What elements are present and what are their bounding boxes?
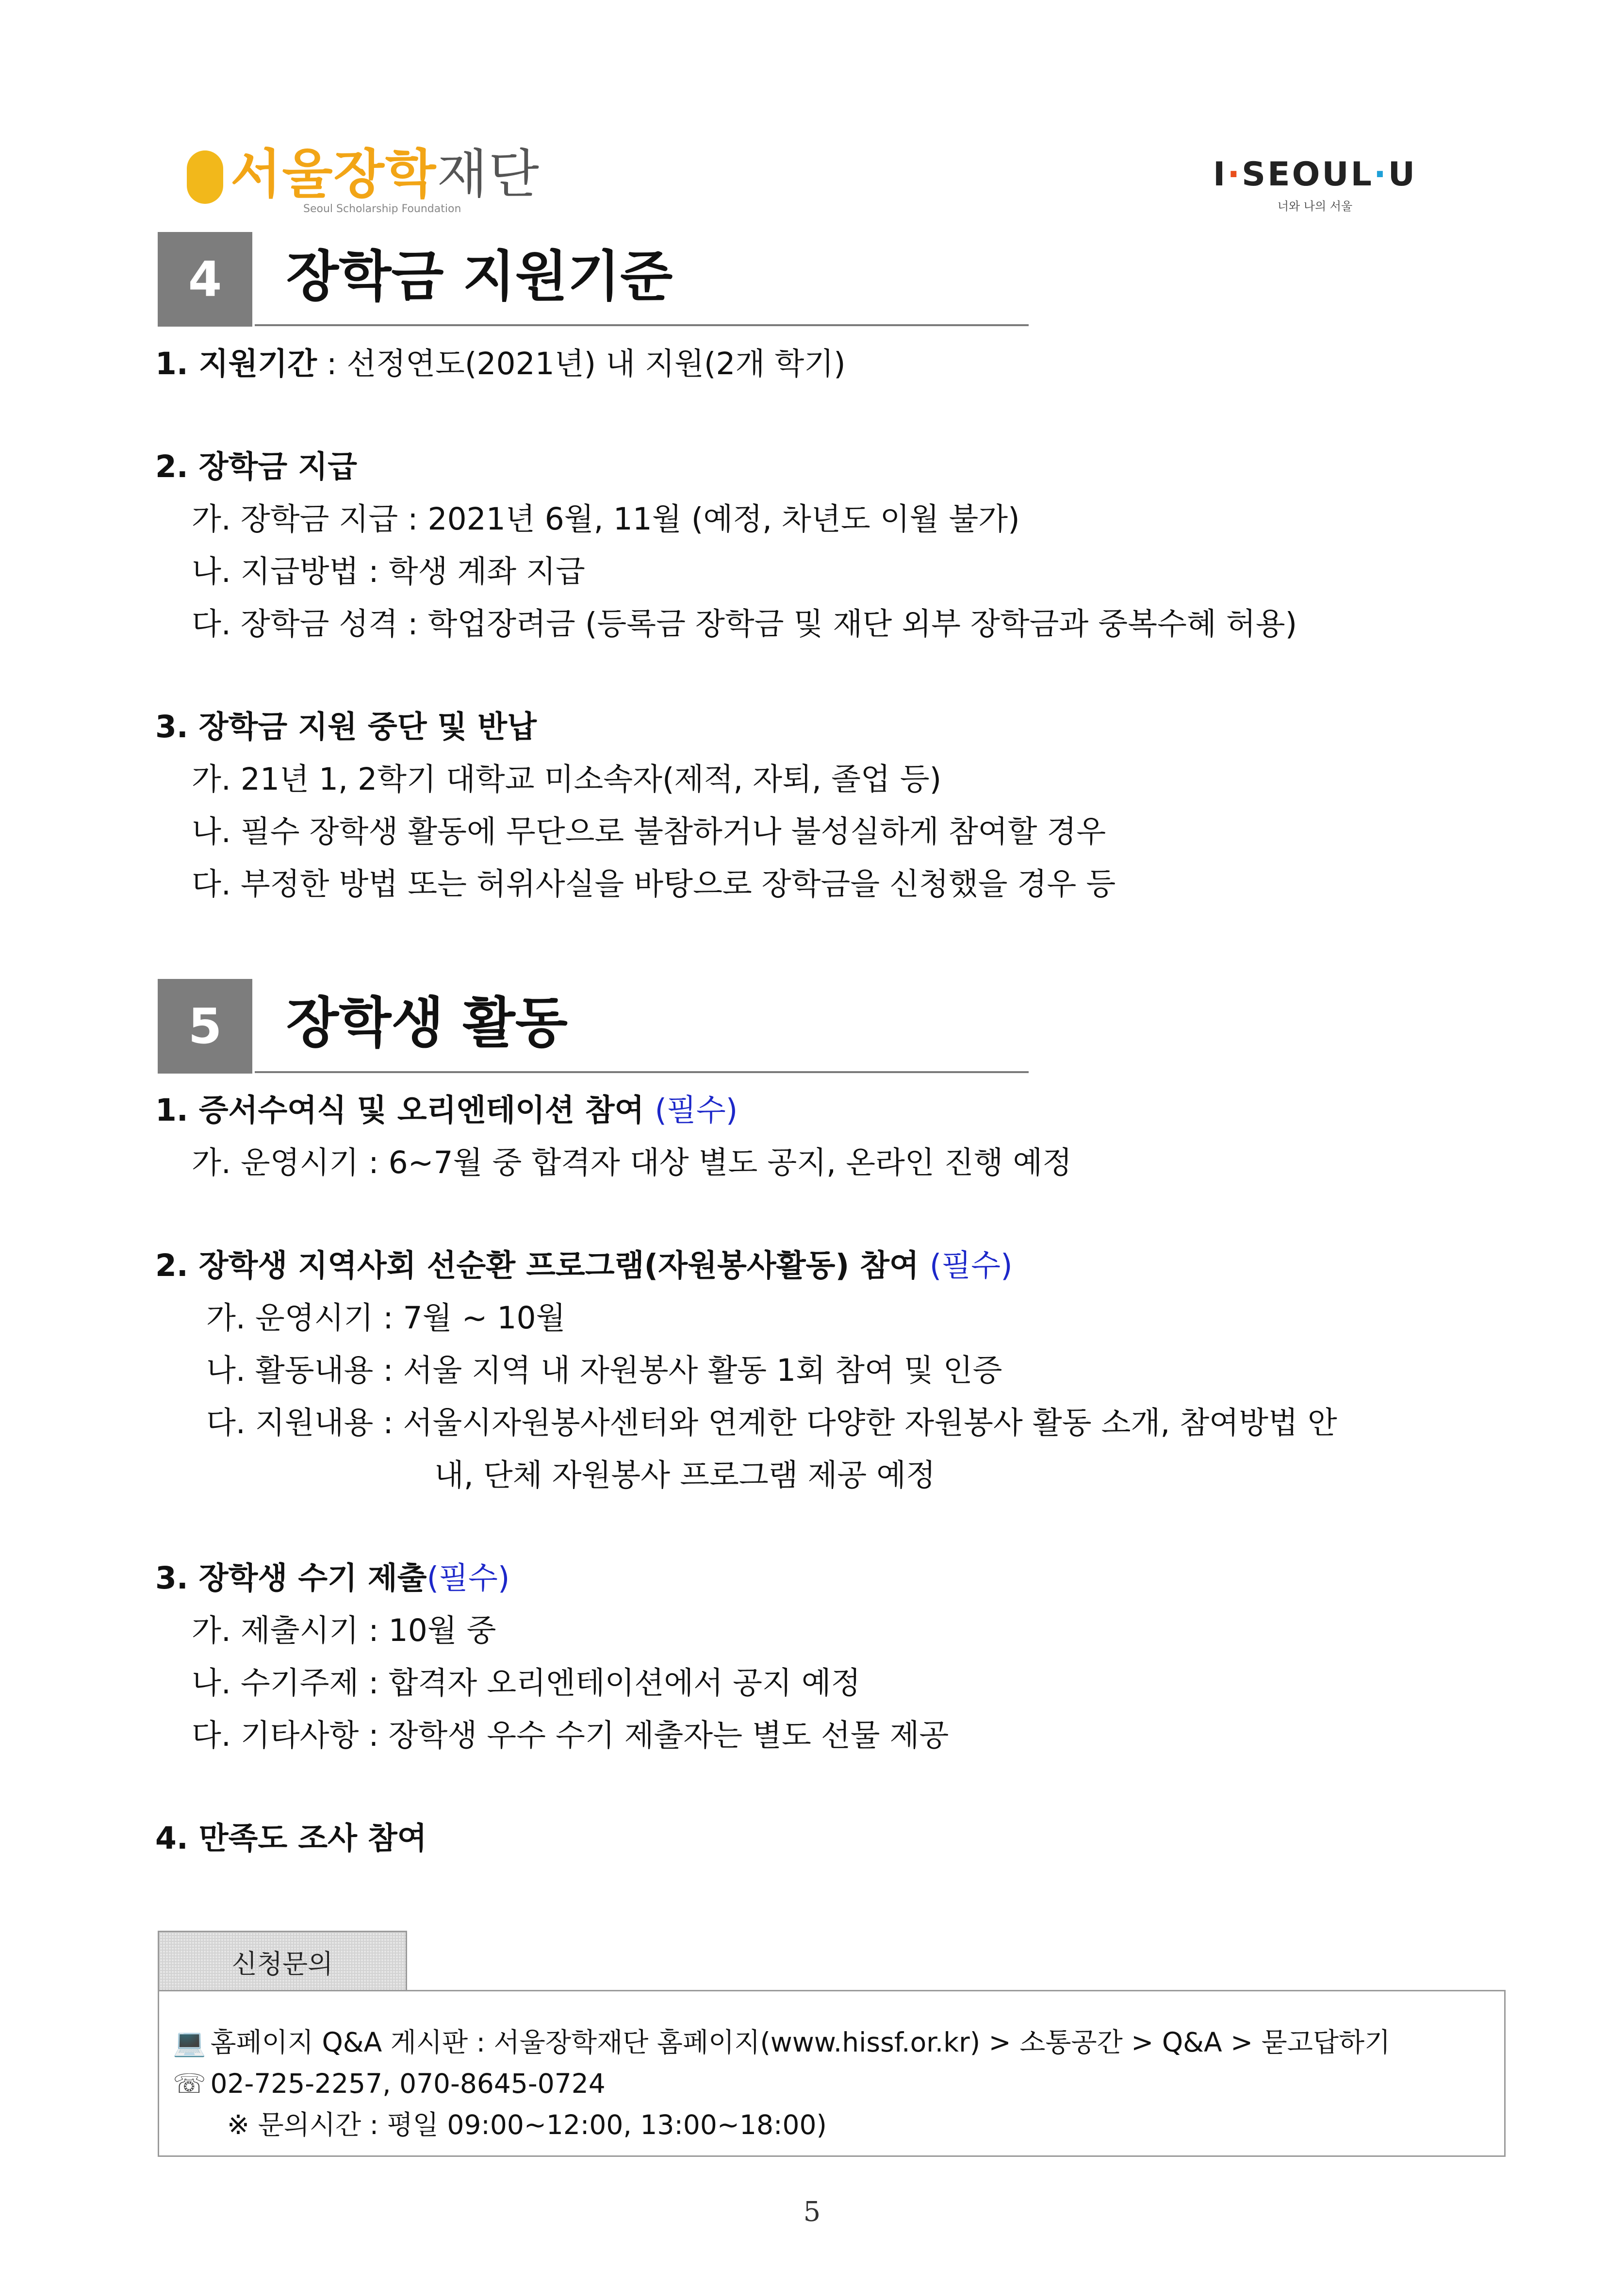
s5-item2-line-continued: 내, 단체 자원봉사 프로그램 제공 예정 xyxy=(434,1457,936,1493)
s5-item4-heading: 4. 만족도 조사 참여 xyxy=(155,1821,427,1856)
phone-icon: ☏ xyxy=(173,2068,206,2099)
section-5-number: 5 xyxy=(158,979,252,1074)
s5-item3-heading: 3. 장학생 수기 제출(필수) xyxy=(155,1560,510,1596)
s5-item2-heading: 2. 장학생 지역사회 선순환 프로그램(자원봉사활동) 참여 (필수) xyxy=(155,1248,1013,1283)
required-tag: (필수) xyxy=(929,1248,1013,1283)
inquiry-tab xyxy=(158,1931,407,1991)
s5-item2-line: 다. 지원내용 : 서울시자원봉사센터와 연계한 다양한 자원봉사 활동 소개, 참여방법 안 xyxy=(206,1405,1337,1441)
section-5-divider xyxy=(255,1071,1029,1073)
required-tag: (필수) xyxy=(427,1560,510,1596)
section-5-title: 장학생 활동 xyxy=(286,992,568,1055)
s4-item2-heading: 2. 장학금 지급 xyxy=(155,449,357,484)
s5-item3-line: 다. 기타사항 : 장학생 우수 수기 제출자는 별도 선물 제공 xyxy=(192,1718,949,1753)
s4-item3-line: 나. 필수 장학생 활동에 무단으로 불참하거나 불성실하게 참여할 경우 xyxy=(192,814,1106,849)
s5-item3-line: 나. 수기주제 : 합격자 오리엔테이션에서 공지 예정 xyxy=(192,1665,861,1701)
logo-subtitle: Seoul Scholarship Foundation xyxy=(303,203,461,215)
s5-item2-line: 나. 활동내용 : 서울 지역 내 자원봉사 활동 1회 참여 및 인증 xyxy=(206,1353,1002,1388)
s4-item2-line: 다. 장학금 성격 : 학업장려금 (등록금 장학금 및 재단 외부 장학금과 중복수혜 허용) xyxy=(192,606,1297,642)
i-seoul-u-slogan: 너와 나의 서울 xyxy=(1277,199,1353,213)
section-4-title: 장학금 지원기준 xyxy=(286,245,673,308)
s4-item3-line: 다. 부정한 방법 또는 허위사실을 바탕으로 장학금을 신청했을 경우 등 xyxy=(192,866,1116,902)
s5-item1-line: 가. 운영시기 : 6~7월 중 합격자 대상 별도 공지, 온라인 진행 예정 xyxy=(192,1145,1072,1180)
inquiry-tab-label: 신청문의 xyxy=(231,1948,333,1979)
s4-item3-line: 가. 21년 1, 2학기 대학교 미소속자(제적, 자퇴, 졸업 등) xyxy=(192,762,942,797)
s4-item2-line: 나. 지급방법 : 학생 계좌 지급 xyxy=(192,554,585,589)
s4-item2-line: 가. 장학금 지급 : 2021년 6월, 11월 (예정, 차년도 이월 불가) xyxy=(192,501,1020,537)
page-number: 5 xyxy=(803,2196,821,2228)
s4-item3-heading: 3. 장학금 지원 중단 및 반납 xyxy=(155,709,537,745)
s5-item1-heading: 1. 증서수여식 및 오리엔테이션 참여 (필수) xyxy=(155,1093,738,1128)
s5-item2-line: 가. 운영시기 : 7월 ~ 10월 xyxy=(206,1300,566,1336)
logo-wordmark: 서울장학재단 xyxy=(230,144,540,205)
required-tag: (필수) xyxy=(655,1093,738,1128)
foundation-emblem-icon xyxy=(187,150,223,204)
i-seoul-u-wordmark: I·SEOUL·U xyxy=(1213,155,1417,194)
i-seoul-u-logo xyxy=(1203,155,1427,218)
inquiry-box xyxy=(158,1990,1506,2157)
inquiry-phone-line: ☏ 02-725-2257, 070-8645-0724 xyxy=(173,2067,606,2101)
section-4-number: 4 xyxy=(158,232,252,327)
inquiry-homepage-line: 💻 홈페이지 Q&A 게시판 : 서울장학재단 홈페이지(www.hissf.or.kr) > 소통공간 > Q&A > 묻고답하기 xyxy=(173,2025,1390,2059)
s4-item1: 1. 지원기간 : 선정연도(2021년) 내 지원(2개 학기) xyxy=(155,346,846,381)
s5-item3-line: 가. 제출시기 : 10월 중 xyxy=(192,1613,496,1648)
computer-icon: 💻 xyxy=(173,2027,206,2058)
inquiry-hours-line: ※ 문의시간 : 평일 09:00~12:00, 13:00~18:00) xyxy=(227,2109,827,2140)
seoul-scholarship-foundation-logo xyxy=(187,144,540,218)
section-4-divider xyxy=(255,324,1029,326)
